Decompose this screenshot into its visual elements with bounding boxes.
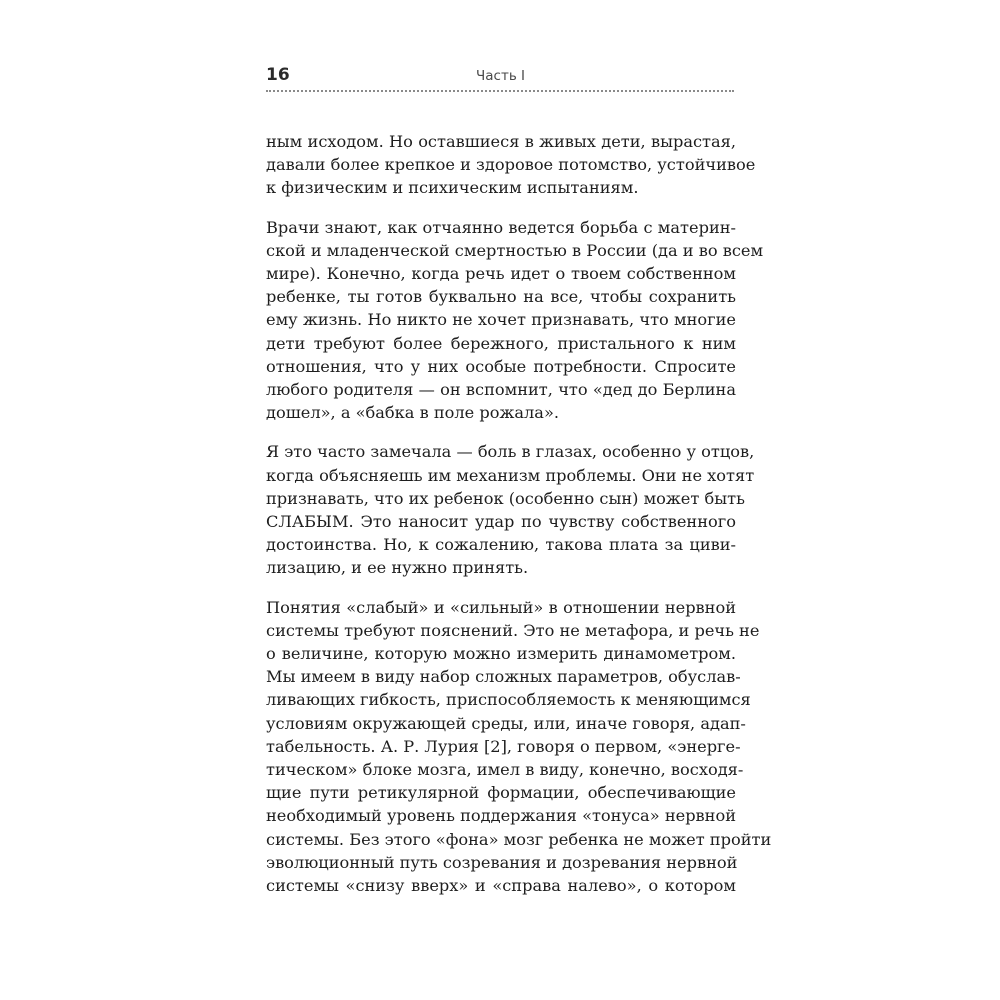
text-line: системы «снизу вверх» и «справа налево», о котором [266, 876, 736, 896]
text-line: лизацию, и ее нужно принять. [266, 558, 529, 578]
text-line: Врачи знают, как отчаянно ведется борьба с материн- [266, 217, 736, 237]
text-line: ской и младенческой смертностью в России (да и во всем [266, 240, 764, 260]
text-line: Понятия «слабый» и «сильный» в отношении нервной [266, 597, 736, 617]
running-head [266, 64, 734, 88]
text-line: табельность. А. Р. Лурия [2], говоря о первом, «энерге- [266, 736, 741, 756]
text-line: ему жизнь. Но никто не хочет признавать, что многие [266, 310, 736, 330]
text-line: условиям окружающей среды, или, иначе говоря, адап- [266, 713, 746, 733]
text-line: отношения, что у них особые потребности. Спросите [266, 356, 736, 376]
paragraph [266, 440, 755, 579]
body-text [266, 130, 772, 913]
text-line: системы. Без этого «фона» мозг ребенка не может пройти [266, 829, 772, 849]
text-line: эволюционный путь созревания и дозревания нервной [266, 852, 738, 872]
text-line: любого родителя — он вспомнит, что «дед до Берлина [266, 380, 736, 400]
text-line: дети требуют более бережного, пристального к ним [266, 333, 736, 353]
paragraph [266, 130, 756, 200]
text-line: признавать, что их ребенок (особенно сын) может быть [266, 488, 745, 508]
text-line: системы требуют пояснений. Это не метафора, и речь не [266, 620, 760, 640]
text-line: когда объясняешь им механизм проблемы. Они не хотят [266, 465, 755, 485]
text-line: к физическим и психическим испытаниям. [266, 178, 639, 198]
paragraph [266, 216, 764, 425]
text-line: о величине, которую можно измерить динамометром. [266, 644, 736, 664]
text-line: ливающих гибкость, приспособляемость к меняющимся [266, 690, 751, 710]
text-line: СЛАБЫМ. Это наносит удар по чувству собственного [266, 512, 736, 532]
text-line: Я это часто замечала — боль в глазах, особенно у отцов, [266, 442, 755, 462]
text-line: щие пути ретикулярной формации, обеспечивающие [266, 783, 736, 803]
text-line: тическом» блоке мозга, имел в виду, конечно, восходя- [266, 760, 744, 780]
text-line: давали более крепкое и здоровое потомство, устойчивое [266, 155, 756, 175]
text-line: дошел», а «бабка в поле рожала». [266, 403, 560, 423]
page-number: 16 [266, 65, 290, 85]
part-title: Часть I [476, 68, 526, 84]
text-line: мире). Конечно, когда речь идет о твоем собственном [266, 264, 736, 284]
text-line: Мы имеем в виду набор сложных параметров, обуслав- [266, 667, 741, 687]
header-divider [266, 90, 734, 92]
text-line: необходимый уровень поддержания «тонуса» нервной [266, 806, 736, 826]
text-line: ным исходом. Но оставшиеся в живых дети, вырастая, [266, 132, 736, 151]
text-line: достоинства. Но, к сожалению, такова плата за циви- [266, 535, 736, 555]
paragraph [266, 596, 772, 898]
text-line: ребенке, ты готов буквально на все, чтобы сохранить [266, 287, 736, 307]
